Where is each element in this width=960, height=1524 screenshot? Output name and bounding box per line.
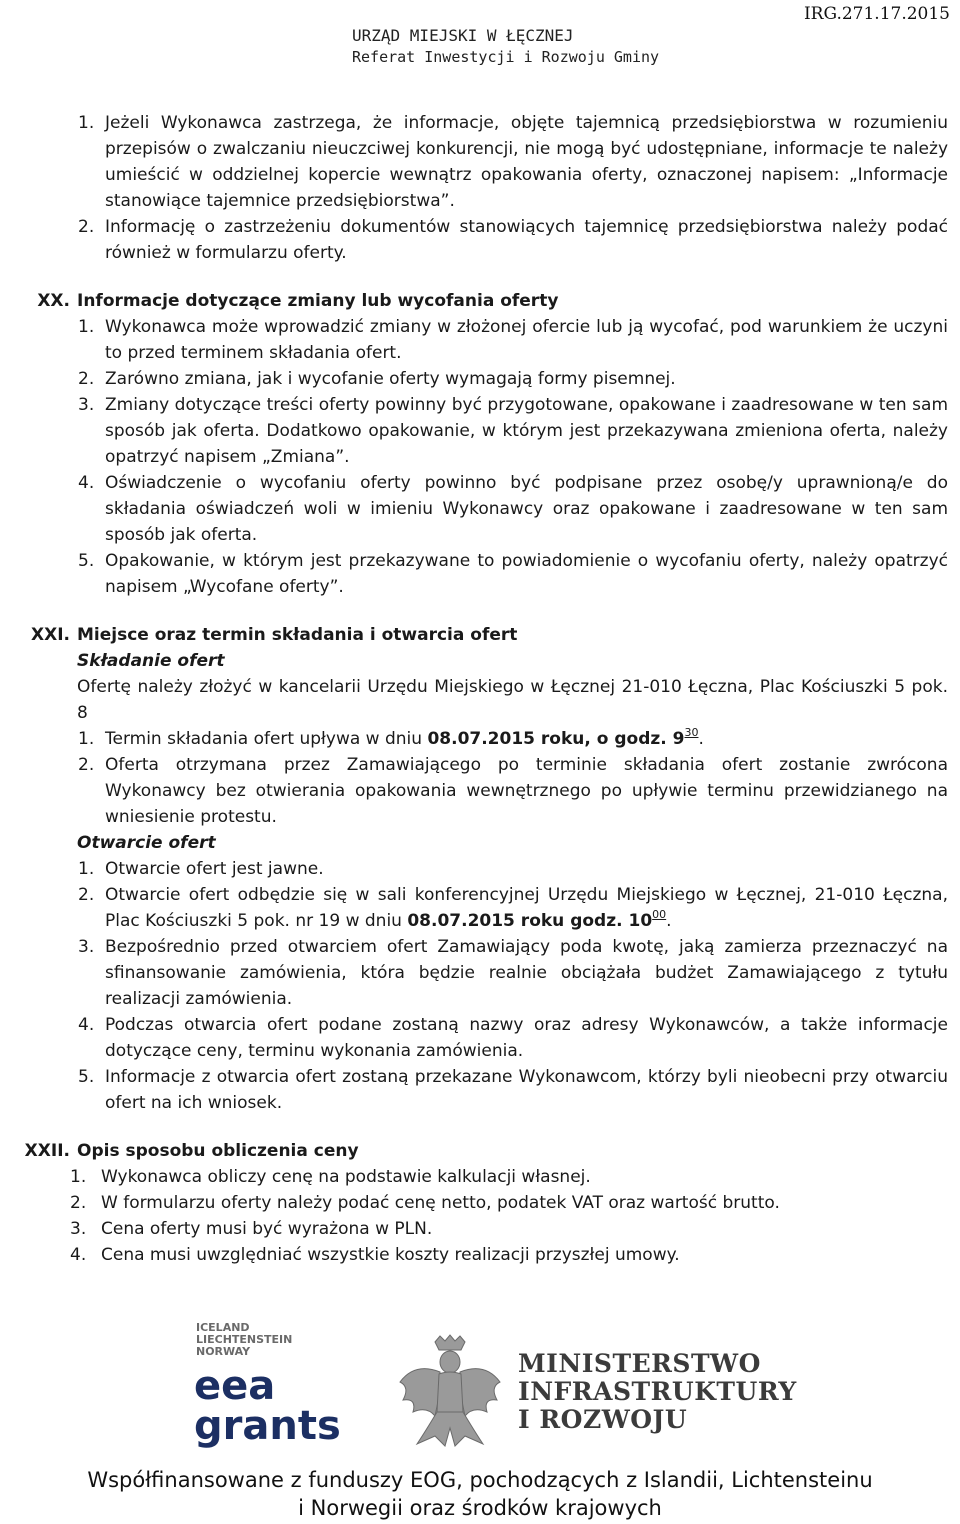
opening-minutes: 00 — [652, 908, 667, 921]
item-text: Wykonawca obliczy cenę na podstawie kalkulacji własnej. — [101, 1167, 591, 1187]
item-text: Otwarcie ofert odbędzie się w sali konferencyjnej Urzędu Miejskiego w Łęcznej, 21-010 Łęczna, Plac Kościuszki 5 pok. nr 19 w dniu 08.07.2015 roku godz. $10^{00}$. — [105, 885, 948, 931]
list-item — [0, 726, 960, 752]
list-item — [0, 110, 960, 214]
list-item — [0, 548, 960, 600]
item-number: 1. — [78, 859, 95, 879]
list-item — [0, 392, 960, 470]
document-body — [0, 110, 960, 1268]
item-number: 3. — [78, 937, 95, 957]
polish-eagle-emblem-icon — [395, 1332, 505, 1452]
list-item — [0, 1216, 960, 1242]
item-number: 3. — [78, 395, 95, 415]
section-number: XXII. — [24, 1141, 70, 1161]
eea-grants-logo — [190, 1321, 341, 1462]
item-text: Podczas otwarcia ofert podane zostaną nazwy oraz adresy Wykonawców, a także informacje dotyczące ceny, terminu wykonania zamówienia. — [105, 1015, 948, 1061]
office-name: URZĄD MIEJSKI W ŁĘCZNEJ — [352, 26, 574, 45]
funding-footer — [0, 1466, 960, 1522]
item-number: 5. — [78, 551, 95, 571]
item-text: Oferta otrzymana przez Zamawiającego po terminie składania ofert zostanie zwrócona Wykonawcy bez otwierania opakowania wewnętrznego po upływie terminu przewidzianego na wniesienie protestu. — [105, 755, 948, 827]
item-text: Zmiany dotyczące treści oferty powinny być przygotowane, opakowane i zaadresowane w ten sam sposób jak oferta. Dodatkowo opakowanie, w którym jest przekazywana zmieniona oferta, należy opatrzyć napisem „Zmiana”. — [105, 395, 948, 467]
item-number: 1. — [78, 729, 95, 749]
item-number: 3. — [70, 1219, 87, 1239]
item-number: 1. — [70, 1167, 87, 1187]
list-item — [0, 1190, 960, 1216]
item-number: 2. — [78, 755, 95, 775]
item-text: Otwarcie ofert jest jawne. — [105, 859, 324, 879]
footer-line-1: Współfinansowane z funduszy EOG, pochodzących z Islandii, Lichtensteinu — [87, 1468, 873, 1492]
section-heading — [0, 288, 960, 314]
list-item — [0, 314, 960, 366]
list-item — [0, 752, 960, 830]
eea-countries: ICELAND LIECHTENSTEIN NORWAY — [196, 1321, 293, 1358]
item-text: Bezpośrednio przed otwarciem ofert Zamawiający poda kwotę, jaką zamierza przeznaczyć na sfinansowanie zamówienia, która będzie realnie obciążała budżet Zamawiającego z tytułu realizacji zamówienia. — [105, 937, 948, 1009]
deadline-minutes: 30 — [684, 726, 699, 739]
list-item — [0, 856, 960, 882]
section-heading — [0, 1138, 960, 1164]
item-number: 4. — [78, 473, 95, 493]
department-name: Referat Inwestycji i Rozwoju Gminy — [352, 48, 660, 66]
section-number: XX. — [37, 291, 70, 311]
list-item — [0, 470, 960, 548]
item-text: W formularzu oferty należy podać cenę netto, podatek VAT oraz wartość brutto. — [101, 1193, 780, 1213]
section-title: Opis sposobu obliczenia ceny — [77, 1141, 359, 1161]
item-text: Informację o zastrzeżeniu dokumentów stanowiących tajemnicę przedsiębiorstwa należy podać również w formularzu oferty. — [105, 217, 948, 263]
submission-place: Ofertę należy złożyć w kancelarii Urzędu Miejskiego w Łęcznej 21-010 Łęczna, Plac Kościuszki 5 pok. 8 — [77, 677, 948, 723]
item-number: 2. — [78, 369, 95, 389]
list-item — [0, 366, 960, 392]
section-number: XXI. — [31, 625, 70, 645]
item-text: Zarówno zmiana, jak i wycofanie oferty wymagają formy pisemnej. — [105, 369, 676, 389]
list-item — [0, 1164, 960, 1190]
item-text: Cena oferty musi być wyrażona w PLN. — [101, 1219, 433, 1239]
list-item — [0, 1012, 960, 1064]
item-number: 4. — [78, 1015, 95, 1035]
section-heading — [0, 622, 960, 648]
list-item — [0, 1064, 960, 1116]
item-text: Oświadczenie o wycofaniu oferty powinno być podpisane przez osobę/y uprawnioną/e do składania oświadczeń woli w imieniu Wykonawcy oraz opakowane i zaadresowane w ten sam sposób jak oferta. — [105, 473, 948, 545]
item-text: Jeżeli Wykonawca zastrzega, że informacje, objęte tajemnicą przedsiębiorstwa w rozumieniu przepisów o zwalczaniu nieuczciwej konkurencji, nie mogą być udostępniane, informacje te należy umieścić w oddzielnej kopercie wewnątrz opakowania oferty, oznaczonej napisem: „Informacje stanowiące tajemnice przedsiębiorstwa”. — [105, 113, 948, 211]
item-text: Termin składania ofert upływa w dniu 08.07.2015 roku, o godz. $9^{30}$. — [105, 726, 704, 749]
section-title: Informacje dotyczące zmiany lub wycofania oferty — [77, 291, 559, 311]
item-text: Cena musi uwzględniać wszystkie koszty realizacji przyszłej umowy. — [101, 1245, 680, 1265]
item-number: 5. — [78, 1067, 95, 1087]
list-item — [0, 214, 960, 266]
item-number: 1. — [78, 113, 95, 133]
list-item — [0, 882, 960, 934]
document-reference: IRG.271.17.2015 — [803, 4, 950, 24]
eea-brand: eea grants — [194, 1363, 341, 1449]
item-number: 2. — [78, 217, 95, 237]
subheading-opening: Otwarcie ofert — [77, 833, 216, 853]
item-number: 1. — [78, 317, 95, 337]
deadline-date: 08.07.2015 roku, o godz. 9 — [427, 729, 685, 749]
section-title: Miejsce oraz termin składania i otwarcia ofert — [77, 625, 518, 645]
item-number: 2. — [70, 1193, 87, 1213]
opening-date: 08.07.2015 roku godz. 10 — [407, 911, 653, 931]
list-item — [0, 934, 960, 1012]
item-text: Wykonawca może wprowadzić zmiany w złożonej ofercie lub ją wycofać, pod warunkiem że uczyni to przed terminem składania ofert. — [105, 317, 948, 363]
footer-line-2: i Norwegii oraz środków krajowych — [298, 1496, 662, 1520]
item-number: 4. — [70, 1245, 87, 1265]
logo-strip — [0, 1322, 960, 1462]
item-number: 2. — [78, 885, 95, 905]
list-item — [0, 1242, 960, 1268]
ministry-logo: MINISTERSTWO INFRASTRUKTURY I ROZWOJU — [518, 1349, 797, 1434]
item-text: Informacje z otwarcia ofert zostaną przekazane Wykonawcom, którzy byli nieobecni przy otwarciu ofert na ich wniosek. — [105, 1067, 948, 1113]
subheading-submission: Składanie ofert — [77, 651, 225, 671]
item-text: Opakowanie, w którym jest przekazywane to powiadomienie o wycofaniu oferty, należy opatrzyć napisem „Wycofane oferty”. — [105, 551, 948, 597]
